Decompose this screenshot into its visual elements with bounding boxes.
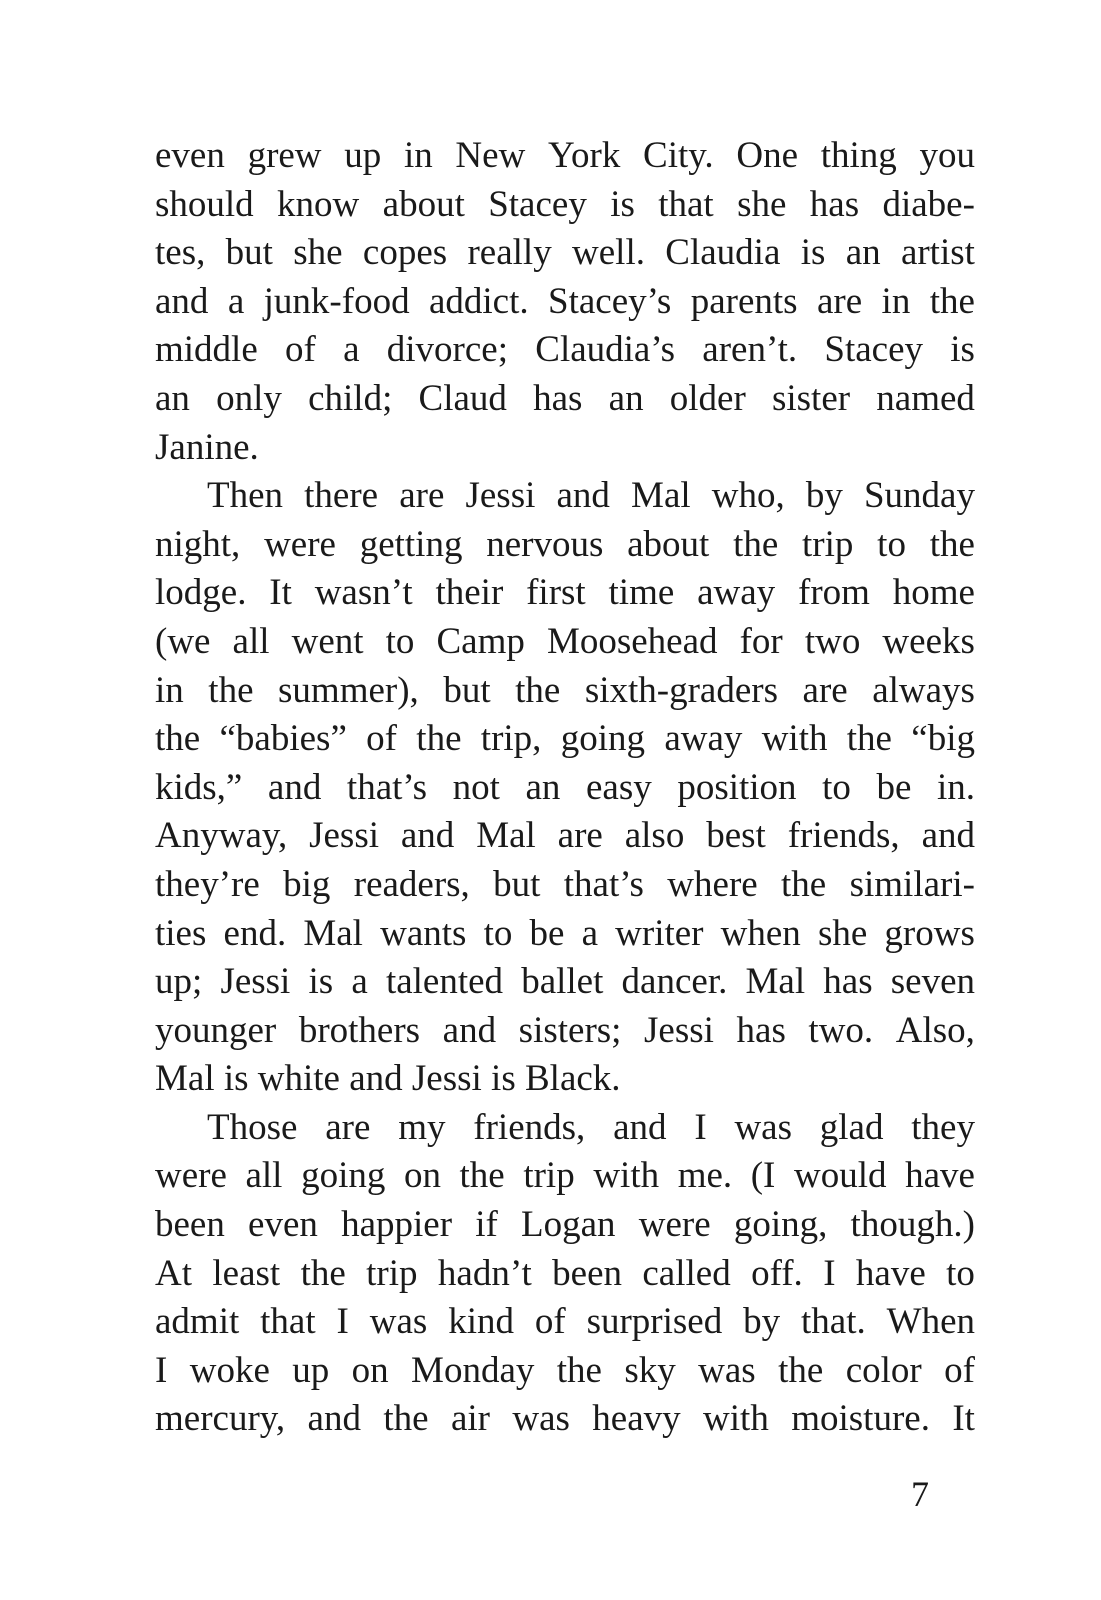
word: and: [155, 280, 209, 322]
word: It: [269, 572, 292, 614]
word: away: [664, 718, 743, 760]
word: who,: [711, 475, 785, 517]
word: going: [560, 718, 646, 760]
word: also: [624, 815, 685, 857]
word: know: [277, 183, 360, 225]
text-line: [155, 1152, 975, 1201]
word: It: [952, 1398, 975, 1440]
text-line: [155, 278, 975, 327]
word: would: [793, 1155, 887, 1197]
word: all: [232, 620, 270, 662]
word: is: [308, 961, 334, 1003]
word: heavy: [592, 1398, 681, 1440]
text-line: [155, 667, 975, 716]
word: and: [267, 766, 322, 808]
word: they: [911, 1106, 975, 1148]
word: off.: [751, 1252, 803, 1294]
word: of: [534, 1301, 566, 1343]
word: were: [638, 1204, 711, 1246]
word: Mal: [303, 912, 363, 954]
paragraph-start-line: [155, 472, 975, 521]
word: end.: [223, 912, 287, 954]
word: to: [385, 620, 415, 662]
word: grows: [884, 912, 975, 954]
word: in: [155, 669, 184, 711]
word: easy: [586, 766, 652, 808]
word: is: [950, 329, 975, 371]
word: home: [892, 572, 975, 614]
word: away: [697, 572, 776, 614]
word: I: [823, 1252, 836, 1294]
word: best: [706, 815, 766, 857]
word: called: [642, 1252, 731, 1294]
word: seven: [890, 961, 975, 1003]
word: there: [304, 475, 379, 517]
word: older: [669, 377, 746, 419]
word: divorce;: [386, 329, 509, 371]
word: with: [761, 718, 828, 760]
word: sky: [624, 1349, 676, 1391]
word: are: [325, 1106, 371, 1148]
word: be: [529, 912, 565, 954]
word: to: [877, 523, 906, 565]
word: a: [343, 329, 360, 371]
text-line: [155, 1250, 975, 1299]
word: friends,: [787, 815, 900, 857]
word: you: [919, 135, 975, 176]
word: summer),: [278, 669, 419, 711]
word: me.: [677, 1155, 733, 1197]
word: not: [452, 766, 500, 808]
text-line: [155, 1298, 975, 1347]
word: parents: [690, 280, 798, 322]
word: kind: [448, 1301, 514, 1343]
word: my: [398, 1106, 446, 1148]
word: brothers: [298, 1009, 421, 1051]
word: Moosehead: [546, 620, 718, 662]
word: moisture.: [791, 1398, 930, 1440]
word: “big: [911, 718, 975, 760]
word: New: [455, 135, 526, 176]
word: wasn’t: [314, 572, 413, 614]
word: and: [400, 815, 455, 857]
word: the: [556, 1349, 602, 1391]
text-line: [155, 229, 975, 278]
word: that’s: [346, 766, 428, 808]
word: the: [416, 718, 462, 760]
word: the: [733, 523, 779, 565]
word: Stacey: [824, 329, 924, 371]
text-line: [155, 618, 975, 667]
word: been: [552, 1252, 622, 1294]
text-line: [155, 812, 975, 861]
word: When: [886, 1301, 975, 1343]
word: but: [225, 232, 273, 274]
word: Jessi: [644, 1009, 714, 1051]
word: has: [809, 183, 860, 225]
word: should: [155, 183, 254, 225]
word: younger: [155, 1009, 277, 1051]
word: she: [737, 183, 787, 225]
word: is: [800, 232, 826, 274]
word: least: [212, 1252, 281, 1294]
text-line: [155, 764, 975, 813]
word: the: [208, 669, 254, 711]
word: friends,: [473, 1106, 586, 1148]
text-line: [155, 181, 975, 230]
word: Stacey: [488, 183, 587, 225]
word: all: [245, 1155, 283, 1197]
word: ties: [155, 912, 207, 954]
word: going,: [733, 1204, 828, 1246]
word: wants: [380, 912, 467, 954]
word: big: [283, 863, 331, 905]
word: Claudia’s: [535, 329, 676, 371]
word: about: [627, 523, 710, 565]
word: talented: [385, 961, 504, 1003]
word: hadn’t: [437, 1252, 532, 1294]
word: the: [781, 863, 827, 905]
word: grew: [247, 135, 322, 176]
word: are: [816, 280, 863, 322]
word: two.: [808, 1009, 874, 1051]
word: junk-food: [263, 280, 410, 322]
word: well.: [572, 232, 645, 274]
word: has: [736, 1009, 786, 1051]
word: were: [264, 523, 336, 565]
word: of: [944, 1349, 975, 1391]
word: for: [739, 620, 783, 662]
word: tes,: [155, 232, 206, 274]
word: woke: [189, 1349, 270, 1391]
word: I: [336, 1301, 349, 1343]
word: where: [667, 863, 758, 905]
text-line: [155, 1347, 975, 1396]
word: Claud: [418, 377, 507, 419]
word: the: [778, 1349, 824, 1391]
word: and: [556, 475, 610, 517]
word: an: [845, 232, 881, 274]
word: the: [846, 718, 892, 760]
word: are: [399, 475, 445, 517]
word: has: [823, 961, 873, 1003]
word: admit: [155, 1301, 240, 1343]
word: I: [694, 1106, 707, 1148]
word: first: [526, 572, 586, 614]
word: in: [881, 280, 911, 322]
word: and: [442, 1009, 497, 1051]
word: of: [366, 718, 397, 760]
word: from: [798, 572, 870, 614]
word: trip,: [480, 718, 542, 760]
word: aren’t.: [702, 329, 798, 371]
word: the: [300, 1252, 346, 1294]
word: really: [467, 232, 552, 274]
word: went: [291, 620, 364, 662]
word: Also,: [895, 1009, 975, 1051]
text-line: Janine.: [155, 426, 259, 468]
word: night,: [155, 523, 241, 565]
word: Camp: [436, 620, 525, 662]
word: trip: [366, 1252, 418, 1294]
word: Jessi: [220, 961, 291, 1003]
word: getting: [359, 523, 463, 565]
word: an: [155, 377, 190, 419]
word: named: [876, 377, 975, 419]
word: One: [736, 135, 798, 176]
word: thing: [820, 135, 897, 176]
word: air: [450, 1398, 490, 1440]
word: addict.: [428, 280, 529, 322]
word: is: [610, 183, 635, 225]
word: a: [227, 280, 245, 322]
word: she: [817, 912, 868, 954]
text-line: [155, 326, 975, 375]
word: (we: [155, 620, 211, 662]
word: glad: [819, 1106, 884, 1148]
word: Then: [207, 475, 284, 517]
word: a: [351, 961, 368, 1003]
word: they’re: [155, 863, 260, 905]
word: but: [493, 863, 541, 905]
text-line: [155, 861, 975, 910]
word: even: [248, 1204, 318, 1246]
word: color: [845, 1349, 922, 1391]
word: even: [155, 135, 225, 176]
word: City.: [643, 135, 714, 176]
word: Jessi: [465, 475, 536, 517]
word: are: [557, 815, 603, 857]
word: lodge.: [155, 572, 247, 614]
word: that: [260, 1301, 316, 1343]
text-line: [155, 1395, 975, 1444]
word: if: [475, 1204, 498, 1246]
word: artist: [900, 232, 975, 274]
word: was: [734, 1106, 792, 1148]
text-line: [155, 958, 975, 1007]
word: Monday: [411, 1349, 535, 1391]
word: Those: [207, 1106, 298, 1148]
word: to: [483, 912, 513, 954]
word: Stacey’s: [548, 280, 672, 322]
word: trip: [802, 523, 854, 565]
word: York: [548, 135, 621, 176]
word: sister: [771, 377, 851, 419]
word: were: [155, 1155, 227, 1197]
word: their: [435, 572, 504, 614]
word: kids,”: [155, 766, 243, 808]
word: only: [216, 377, 282, 419]
word: to: [946, 1252, 975, 1294]
word: was: [369, 1301, 428, 1343]
word: happier: [341, 1204, 453, 1246]
word: has: [533, 377, 583, 419]
word: the: [383, 1398, 429, 1440]
text-line: [155, 375, 975, 424]
word: with: [703, 1398, 769, 1440]
text-line: Mal is white and Jessi is Black.: [155, 1058, 621, 1100]
word: the: [459, 1155, 505, 1197]
word: by: [805, 475, 843, 517]
word: position: [677, 766, 797, 808]
word: always: [872, 669, 975, 711]
word: Mal: [745, 961, 806, 1003]
word: Jessi: [309, 815, 379, 857]
word: that’s: [563, 863, 644, 905]
word: similari-: [849, 863, 975, 905]
word: an: [608, 377, 644, 419]
word: Sunday: [863, 475, 975, 517]
word: by: [743, 1301, 781, 1343]
word: I: [155, 1349, 168, 1391]
text-line: [155, 132, 975, 181]
word: mercury,: [155, 1398, 286, 1440]
word: diabe-: [882, 183, 975, 225]
word: with: [593, 1155, 660, 1197]
word: going: [301, 1155, 386, 1197]
word: time: [608, 572, 675, 614]
word: (I: [750, 1155, 776, 1197]
body-text: [155, 132, 975, 1444]
word: Logan: [521, 1204, 616, 1246]
word: weeks: [882, 620, 975, 662]
word: are: [802, 669, 848, 711]
word: have: [855, 1252, 926, 1294]
text-line: [155, 1201, 975, 1250]
word: ballet: [521, 961, 604, 1003]
word: in.: [936, 766, 975, 808]
word: an: [525, 766, 561, 808]
word: copes: [362, 232, 448, 274]
word: about: [382, 183, 465, 225]
word: dancer.: [621, 961, 728, 1003]
word: At: [155, 1252, 192, 1294]
word: Mal: [476, 815, 536, 857]
word: was: [698, 1349, 756, 1391]
word: two: [804, 620, 861, 662]
word: Claudia: [665, 232, 781, 274]
word: sixth-graders: [584, 669, 778, 711]
page-number: 7: [911, 1474, 929, 1514]
word: writer: [615, 912, 704, 954]
word: and: [921, 815, 975, 857]
word: middle: [155, 329, 258, 371]
word: sisters;: [518, 1009, 622, 1051]
word: the: [929, 523, 975, 565]
paragraph-start-line: [155, 1104, 975, 1153]
word: Mal: [631, 475, 691, 517]
word: when: [720, 912, 801, 954]
word: nervous: [486, 523, 604, 565]
word: up: [292, 1349, 330, 1391]
word: she: [293, 232, 343, 274]
word: “babies”: [219, 718, 347, 760]
word: Anyway,: [155, 815, 288, 857]
word: in: [403, 135, 433, 176]
text-line: [155, 569, 975, 618]
text-line: [155, 715, 975, 764]
word: but: [443, 669, 491, 711]
word: the: [155, 718, 201, 760]
word: though.): [850, 1204, 975, 1246]
word: on: [351, 1349, 389, 1391]
word: that.: [801, 1301, 866, 1343]
word: up: [344, 135, 382, 176]
text-line: [155, 1007, 975, 1056]
word: and: [307, 1398, 361, 1440]
word: that: [658, 183, 714, 225]
word: was: [512, 1398, 570, 1440]
word: been: [155, 1204, 225, 1246]
word: on: [403, 1155, 441, 1197]
word: up;: [155, 961, 203, 1003]
word: the: [515, 669, 561, 711]
word: a: [581, 912, 599, 954]
word: the: [929, 280, 975, 322]
word: have: [905, 1155, 975, 1197]
word: surprised: [586, 1301, 723, 1343]
word: and: [613, 1106, 667, 1148]
text-line: [155, 910, 975, 959]
word: to: [822, 766, 851, 808]
word: of: [285, 329, 316, 371]
word: child;: [308, 377, 393, 419]
word: trip: [523, 1155, 575, 1197]
word: be: [876, 766, 912, 808]
word: readers,: [353, 863, 470, 905]
text-line: [155, 521, 975, 570]
